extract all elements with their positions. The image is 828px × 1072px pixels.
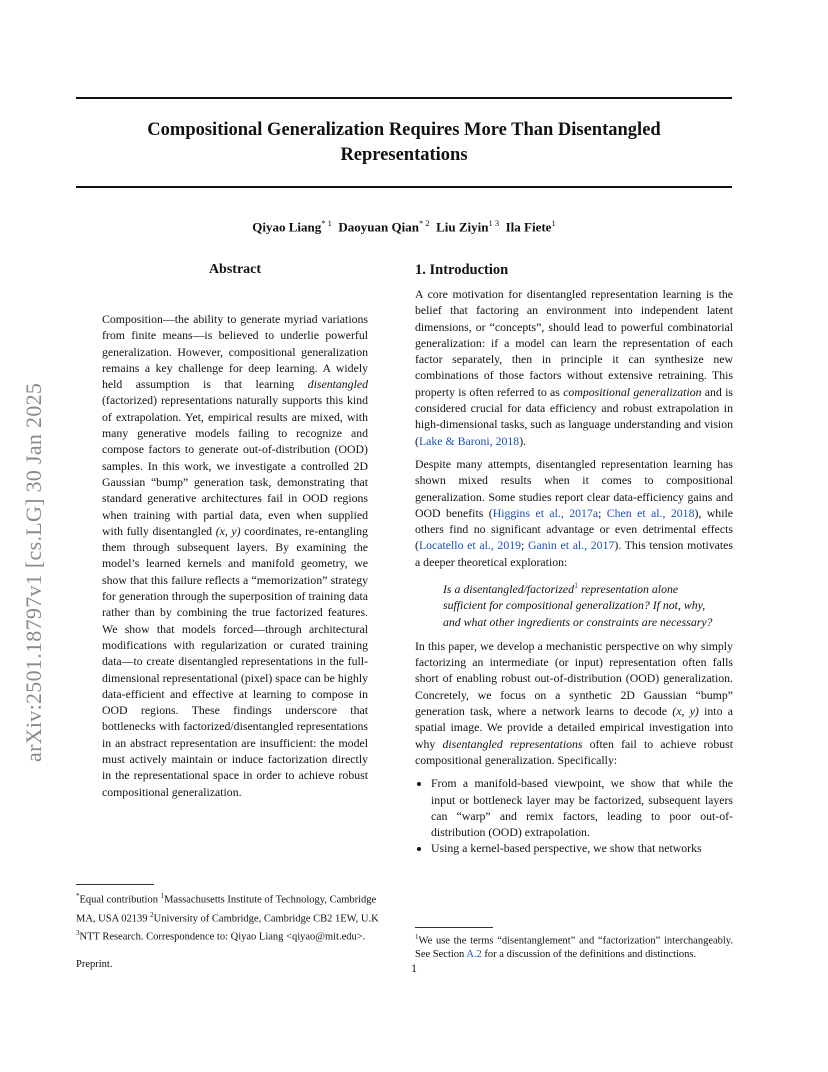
abstract-emphasis: disentangled [307, 377, 368, 392]
arxiv-stamp: arXiv:2501.18797v1 [cs.LG] 30 Jan 2025 [21, 382, 46, 762]
footnote-text: Massachusetts Institute of Technology, Cambridge MA, USA 02139 [76, 894, 377, 924]
abstract-heading: Abstract [208, 262, 262, 277]
author-affil: * 2 [418, 218, 430, 228]
abstract-text [102, 311, 368, 800]
intro-text: into a spatial image. We provide a detailed empirical investigation into why [415, 704, 733, 751]
section-link[interactable]: A.2 [466, 948, 482, 960]
intro-text: Despite many attempts, disentangled representation learning has shown mixed results when it comes to compositional generalization. Some studies report clear data-efficiency gains and OOD benefits ( [415, 456, 733, 520]
abstract-text-a: Composition—the ability to generate myriad variations from finite means—is believed to underlie powerful generalization. However, compositional generalization remains a key challenge for deep learning. A widely held assumption is that learning [102, 312, 368, 392]
definition-footnote [415, 931, 733, 961]
author-name: Daoyuan Qian [338, 219, 419, 235]
author-name: Ila Fiete [505, 219, 552, 235]
preprint-label: Preprint. [76, 959, 113, 970]
footnote-text: University of Cambridge, Cambridge CB2 1EW, U.K [153, 913, 379, 924]
research-question [443, 578, 719, 630]
footnote-marker: 1 [160, 892, 165, 900]
citation-link[interactable]: Lake & Baroni, 2018 [418, 433, 520, 448]
intro-text: ), while others find no significant advantage or even detrimental effects ( [415, 505, 733, 553]
right-column [415, 259, 733, 857]
intro-text: In this paper, we develop a mechanistic perspective on why simply factorizing an intermediate (or input) representation often falls short of enabling robust out-of-distribution (OOD) generalization. Concretely, we focus on a synthetic 2D Gaussian “bump” generation task, where a network learns to decode [415, 638, 733, 719]
page-number: 1 [411, 961, 417, 975]
intro-text: and is considered crucial for data efficiency and robust extrapolation in high-dimensional tasks, such as language understanding and vision ( [415, 384, 733, 448]
intro-emphasis: disentangled representations [442, 736, 583, 751]
footnote-marker: 1 [415, 933, 419, 941]
footnote-text: We use the terms “disentanglement” and “factorization” interchangeably. See Section [415, 935, 733, 960]
intro-paragraph-2 [415, 456, 733, 570]
left-column [76, 259, 394, 800]
intro-text: ). [519, 433, 527, 448]
abstract-text-c: coordinates, re-entangling them through subsequent layers. By examining the model’s learned kernels and manifold geometry, we show that this failure reflects a “memorization” strategy for generation through the superposition of training data rather than by combining the true factorized features. We show that models forced—through architectural modifications with regularization or curated training data—to create disentangled representations in the full-dimensional representational (pixel) space can be highly data-efficient and effective at learning to compose in OOD regions. These findings underscore that bottlenecks with factorized/disentangled representations in an abstract representation are insufficient: the model must actively maintain or induce factorization directly in the representational space in order to achieve robust compositional generalization. [102, 523, 368, 799]
author-affil: 1 3 [488, 218, 500, 228]
footnote-rule [415, 927, 493, 928]
footnote-rule [76, 884, 154, 885]
abstract-math: (x, y) [215, 523, 241, 538]
author-name: Liu Ziyin [436, 219, 489, 235]
title-line-2: Representations [340, 145, 468, 165]
top-rule [76, 97, 732, 99]
intro-text: ). This tension motivates a deeper theoretical exploration: [415, 538, 734, 569]
citation-link[interactable]: Chen et al., 2018 [606, 505, 695, 520]
section-heading: 1. Introduction [415, 262, 509, 278]
paper-title [76, 118, 732, 168]
quote-text: representation alone sufficient for compositional generalization? If not, why, and what other ingredients or constraints are necessary? [443, 581, 713, 629]
author-affil: * 1 [321, 218, 332, 228]
contribution-list [415, 775, 733, 856]
intro-paragraph-1 [415, 286, 733, 449]
title-bottom-rule [76, 186, 732, 188]
footnote-text: NTT Research. Correspondence to: Qiyao Liang <qiyao@mit.edu>. [79, 931, 366, 943]
footnote-text: Equal contribution [79, 894, 161, 906]
footnote-marker: 3 [76, 929, 80, 937]
footnote-text: for a discussion of the definitions and distinctions. [481, 948, 697, 960]
affiliation-footnote [76, 889, 394, 945]
footnote-marker: 2 [150, 910, 154, 919]
citation-link[interactable]: Ganin et al., 2017 [528, 538, 615, 553]
author-list [76, 214, 732, 236]
citation-link[interactable]: Locatello et al., 2019 [418, 538, 522, 553]
quote-text: Is a disentangled/factorized [443, 581, 575, 596]
abstract-text-b: (factorized) representations naturally supports this kind of extrapolation. Yet, empirical results are mixed, with many generative models failing to recognize and compose factors to generate out-of-distribution (OOD) samples. In this work, we investigate a controlled 2D Gaussian “bump” generation task, demonstrating that standard generative architectures fail in OOD regions when training with partial data, even when supplied with fully disentangled [102, 393, 368, 538]
title-line-1: Compositional Generalization Requires More Than Disentangled [147, 120, 661, 140]
intro-text: A core motivation for disentangled representation learning is the belief that factoring an environment into independent latent dimensions, or “concepts”, should lead to powerful combinatorial generalization: if a model can learn the representation of each factor separately, then in principle it can synthesize new combinations of those factors without extensive retraining. This property is often referred to as [415, 287, 733, 399]
intro-text: ; [521, 538, 528, 553]
list-item: • Using a kernel-based perspective, we show that networks [431, 840, 733, 856]
list-item: • From a manifold-based viewpoint, we show that while the input or bottleneck layer may be factorized, subsequent layers can “warp” and remix factors, leading to poor out-of-distribution (OOD) extrapolation. [431, 775, 733, 840]
intro-emphasis: compositional generalization [563, 384, 702, 399]
intro-text: ; [598, 505, 607, 520]
author-name: Qiyao Liang [252, 219, 322, 235]
footnote-marker[interactable]: 1 [574, 581, 579, 591]
citation-link[interactable]: Higgins et al., 2017a [492, 505, 599, 520]
author-affil: 1 [551, 218, 556, 228]
intro-paragraph-3 [415, 638, 733, 768]
intro-math: (x, y) [672, 704, 699, 719]
footnote-marker: * [76, 892, 80, 900]
intro-text: often fail to achieve robust compositional generalization. Specifically: [415, 736, 733, 767]
